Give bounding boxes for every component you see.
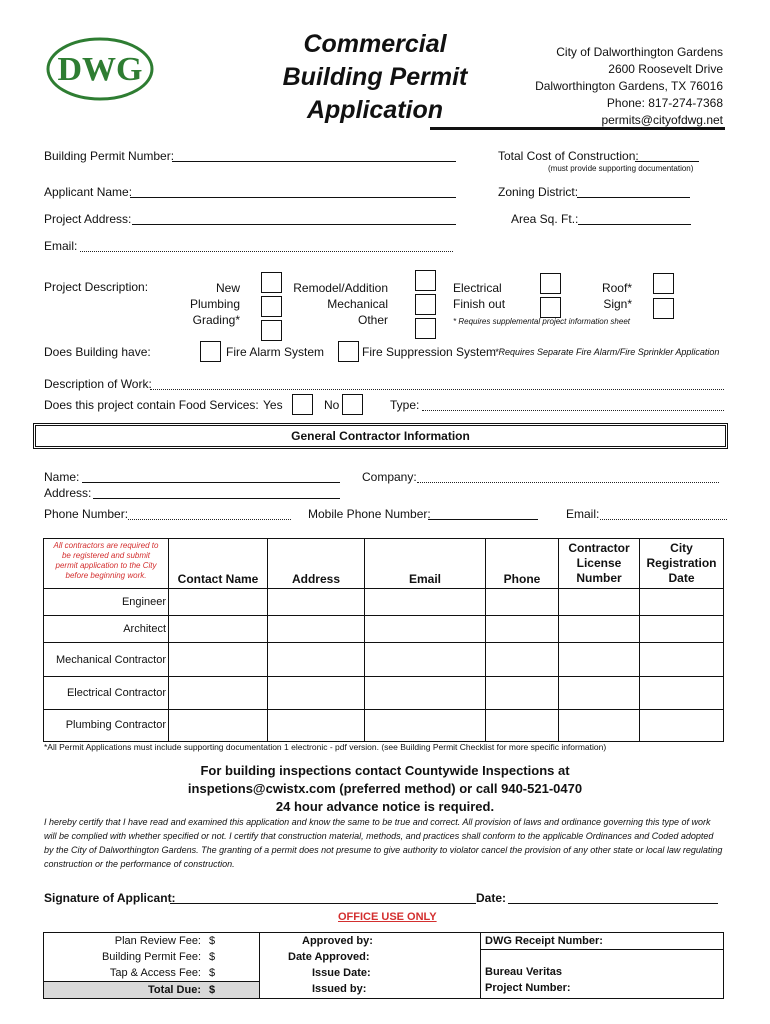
gc-email-label: Email: — [566, 507, 600, 521]
new-checkbox[interactable] — [261, 272, 282, 293]
table-cell[interactable] — [640, 677, 724, 710]
option-other: Other — [357, 313, 388, 327]
approval-label: Issue Date: — [312, 967, 371, 979]
fee-row — [44, 933, 259, 949]
header-rule — [430, 127, 725, 130]
title-line: Application — [306, 96, 444, 124]
title-line: Commercial — [303, 30, 447, 58]
address-line: 2600 Roosevelt Drive — [608, 62, 723, 76]
receipt-cell — [481, 933, 724, 999]
form-title — [265, 28, 485, 127]
gc-email-input[interactable] — [600, 519, 727, 520]
col-address: Address — [268, 539, 365, 589]
signature-date-label: Date: — [476, 891, 507, 905]
address-line: permits@cityofdwg.net — [601, 113, 723, 127]
email-label: Email: — [44, 239, 78, 253]
gc-company-input[interactable] — [417, 482, 719, 483]
svg-text:DWG: DWG — [57, 51, 143, 88]
currency-sign: $ — [209, 967, 216, 979]
gc-phone-label: Phone Number: — [44, 507, 129, 521]
applicant-name-label: Applicant Name: — [44, 185, 133, 199]
project-address-label: Project Address: — [44, 212, 132, 226]
table-row — [44, 589, 724, 616]
signature-label: Signature of Applicant: — [44, 891, 176, 905]
fee-row — [44, 949, 259, 965]
table-cell[interactable] — [365, 710, 486, 742]
fire-suppression-label: Fire Suppression System — [362, 345, 497, 359]
table-cell[interactable] — [365, 589, 486, 616]
food-yes-checkbox[interactable] — [292, 394, 313, 415]
gc-name-label: Name: — [44, 470, 80, 484]
role-mechanical: Mechanical Contractor — [44, 643, 169, 677]
bureau-label: Bureau Veritas — [485, 966, 563, 978]
option-new: New — [215, 281, 240, 295]
signature-input[interactable] — [170, 903, 476, 904]
roof-checkbox[interactable] — [653, 273, 674, 294]
table-cell[interactable] — [268, 589, 365, 616]
registration-note-cell — [44, 539, 169, 589]
option-plumbing: Plumbing — [189, 297, 240, 311]
city-logo — [45, 37, 155, 101]
mechanical-checkbox[interactable] — [415, 294, 436, 315]
gc-section-header — [33, 423, 728, 449]
description-of-work-label: Description of Work: — [44, 377, 152, 391]
email-input[interactable] — [80, 251, 453, 252]
table-cell[interactable] — [268, 710, 365, 742]
fee-label: Plan Review Fee: — [114, 935, 201, 947]
table-cell[interactable] — [169, 589, 268, 616]
other-checkbox[interactable] — [415, 318, 436, 339]
currency-sign: $ — [209, 984, 216, 996]
fire-alarm-label: Fire Alarm System — [226, 345, 325, 359]
building-have-label: Does Building have: — [44, 345, 151, 359]
col-phone: Phone — [486, 539, 559, 589]
inspections-notice — [120, 762, 650, 816]
gc-name-input[interactable] — [82, 482, 340, 483]
table-row — [44, 616, 724, 643]
fee-label: Building Permit Fee: — [101, 951, 201, 963]
project-description-label: Project Description: — [44, 280, 149, 294]
table-cell[interactable] — [365, 677, 486, 710]
table-cell[interactable] — [169, 710, 268, 742]
table-cell[interactable] — [559, 643, 640, 677]
gc-heading: General Contractor Information — [291, 429, 470, 443]
table-cell[interactable] — [365, 616, 486, 643]
fee-row — [44, 965, 259, 981]
food-no-checkbox[interactable] — [342, 394, 363, 415]
table-cell[interactable] — [486, 643, 559, 677]
project-col2 — [280, 280, 388, 328]
registration-note: All contractors are required to be registered and submit permit application to the City before beginning work. — [53, 541, 159, 580]
project-address-input[interactable] — [132, 224, 456, 225]
role-electrical: Electrical Contractor — [44, 677, 169, 710]
inspections-line: For building inspections contact Countywide Inspections at — [200, 763, 570, 778]
fire-alarm-checkbox[interactable] — [200, 341, 221, 362]
applicant-name-input[interactable] — [130, 197, 456, 198]
cost-note: (must provide supporting documentation) — [548, 164, 694, 173]
table-header-row — [44, 539, 724, 589]
zoning-input[interactable] — [577, 197, 690, 198]
table-cell[interactable] — [486, 677, 559, 710]
gc-company-label: Company: — [362, 470, 417, 484]
contractors-table — [43, 538, 724, 742]
table-cell[interactable] — [640, 643, 724, 677]
table-cell[interactable] — [640, 710, 724, 742]
col-email: Email — [365, 539, 486, 589]
title-line: Building Permit — [282, 63, 468, 91]
table-cell[interactable] — [169, 677, 268, 710]
table-cell[interactable] — [365, 643, 486, 677]
table-cell[interactable] — [486, 710, 559, 742]
total-cost-label: Total Cost of Construction: — [498, 149, 639, 163]
fire-application-note: *Requires Separate Fire Alarm/Fire Sprinkler Application — [495, 347, 720, 357]
table-cell[interactable] — [268, 616, 365, 643]
office-use-table — [43, 932, 724, 999]
electrical-checkbox[interactable] — [540, 273, 561, 294]
sign-checkbox[interactable] — [653, 298, 674, 319]
approval-label: Issued by: — [312, 983, 367, 995]
fee-label: Total Due: — [148, 984, 201, 996]
inspections-line: inspetions@cwistx.com (preferred method) or call 940-521-0470 — [187, 781, 583, 796]
table-cell[interactable] — [559, 710, 640, 742]
option-grading: Grading* — [192, 313, 240, 327]
logo-emblem-icon — [45, 37, 155, 101]
gc-mobile-input[interactable] — [428, 519, 538, 520]
permit-number-label: Building Permit Number: — [44, 149, 175, 163]
option-electrical: Electrical — [453, 281, 502, 295]
option-finish-out: Finish out — [453, 297, 506, 311]
table-cell[interactable] — [268, 643, 365, 677]
city-address — [500, 44, 723, 129]
fee-label: Tap & Access Fee: — [109, 967, 201, 979]
inspections-line: 24 hour advance notice is required. — [275, 799, 495, 814]
table-cell[interactable] — [486, 616, 559, 643]
approval-label: Approved by: — [302, 935, 373, 947]
area-label: Area Sq. Ft.: — [511, 212, 579, 226]
table-cell[interactable] — [169, 643, 268, 677]
bureau-project-label: Project Number: — [485, 982, 571, 994]
option-mechanical: Mechanical — [327, 297, 388, 311]
supplemental-note: * Requires supplemental project information sheet — [453, 317, 630, 326]
total-cost-input[interactable] — [635, 161, 699, 162]
option-roof: Roof* — [601, 281, 632, 295]
option-sign: Sign* — [603, 297, 632, 311]
area-input[interactable] — [578, 224, 691, 225]
col-license-number: Contractor License Number — [559, 539, 640, 589]
plumbing-checkbox[interactable] — [261, 296, 282, 317]
fees-cell — [44, 933, 260, 999]
currency-sign: $ — [209, 935, 216, 947]
col-contact-name: Contact Name — [169, 539, 268, 589]
address-line: Phone: 817-274-7368 — [606, 96, 723, 110]
food-type-label: Type: — [390, 398, 420, 412]
zoning-label: Zoning District: — [498, 185, 579, 199]
gc-phone-input[interactable] — [128, 519, 291, 520]
table-cell[interactable] — [559, 616, 640, 643]
table-cell[interactable] — [559, 589, 640, 616]
table-cell[interactable] — [640, 616, 724, 643]
address-line: City of Dalworthington Gardens — [556, 45, 723, 59]
food-no-label: No — [324, 398, 340, 412]
role-plumbing: Plumbing Contractor — [44, 710, 169, 742]
table-cell[interactable] — [268, 677, 365, 710]
receipt-label: DWG Receipt Number: — [481, 933, 723, 950]
approval-label: Date Approved: — [288, 951, 370, 963]
remodel-checkbox[interactable] — [415, 270, 436, 291]
table-cell[interactable] — [169, 616, 268, 643]
fee-row-total — [44, 981, 259, 998]
table-cell[interactable] — [486, 589, 559, 616]
project-col1 — [170, 280, 240, 328]
table-row — [44, 677, 724, 710]
permit-number-input[interactable] — [172, 161, 456, 162]
currency-sign: $ — [209, 951, 216, 963]
office-use-heading: OFFICE USE ONLY — [338, 911, 437, 923]
col-registration-date: City Registration Date — [640, 539, 724, 589]
table-row — [44, 710, 724, 742]
food-yes-label: Yes — [263, 398, 283, 412]
gc-address-label: Address: — [44, 486, 92, 500]
role-engineer: Engineer — [44, 589, 169, 616]
documentation-footnote: *All Permit Applications must include supporting documentation 1 electronic - pdf version. (see Building Permit Checklist for more specific information) — [44, 742, 607, 752]
grading-checkbox[interactable] — [261, 320, 282, 341]
table-cell[interactable] — [640, 589, 724, 616]
address-line: Dalworthington Gardens, TX 76016 — [535, 79, 723, 93]
finish-out-checkbox[interactable] — [540, 297, 561, 318]
option-remodel: Remodel/Addition — [293, 281, 388, 295]
certification-text: I hereby certify that I have read and examined this application and know the same to be true and correct. All provision of laws and ordinance governing this type of work will be complied with whether specified or not. I certify that construction material, methods, and practices shall conform to the applicable Ordinances and Coded adopted by the City of Dalworthington Gardens. The granting of a permit does not presume to give authority to violator cancel the provision of any other state or local law regulating construction or the performance of construction. — [44, 817, 723, 869]
signature-date-input[interactable] — [508, 903, 718, 904]
role-architect: Architect — [44, 616, 169, 643]
food-type-input[interactable] — [422, 410, 724, 411]
food-services-label: Does this project contain Food Services: — [44, 398, 259, 412]
project-col4 — [580, 280, 632, 312]
table-row — [44, 643, 724, 677]
description-of-work-input[interactable] — [150, 389, 724, 390]
table-cell[interactable] — [559, 677, 640, 710]
approvals-cell — [260, 933, 481, 999]
fire-suppression-checkbox[interactable] — [338, 341, 359, 362]
project-col3 — [453, 280, 505, 312]
gc-address-input[interactable] — [93, 498, 340, 499]
gc-mobile-label: Mobile Phone Number: — [308, 507, 431, 521]
